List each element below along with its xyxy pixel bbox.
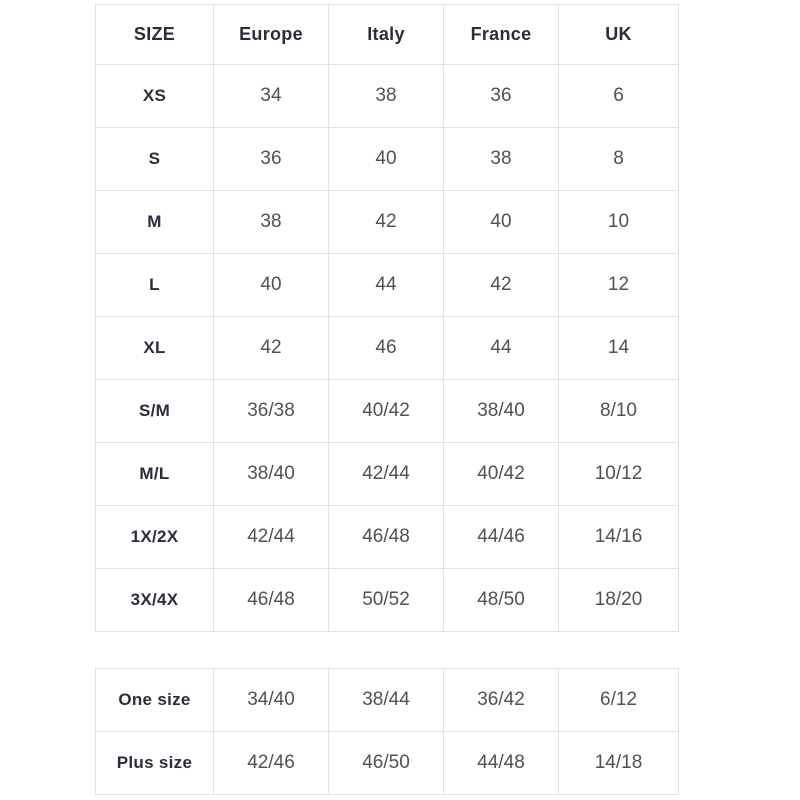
cell-italy: 46/48 [329, 506, 444, 569]
row-label: S/M [96, 380, 214, 443]
cell-uk: 12 [559, 254, 679, 317]
cell-italy: 46/50 [329, 732, 444, 795]
cell-europe: 42 [214, 317, 329, 380]
row-label: XS [96, 65, 214, 128]
table-row-1x2x [96, 506, 679, 569]
row-label: S [96, 128, 214, 191]
row-label: 3X/4X [96, 569, 214, 632]
row-label: Plus size [96, 732, 214, 795]
size-conversion-table [95, 4, 679, 632]
cell-europe: 38 [214, 191, 329, 254]
table-header-row [96, 5, 679, 65]
row-label: L [96, 254, 214, 317]
col-header-italy: Italy [329, 5, 444, 65]
cell-france: 36/42 [444, 669, 559, 732]
cell-europe: 36/38 [214, 380, 329, 443]
table-row-ml [96, 443, 679, 506]
cell-europe: 42/44 [214, 506, 329, 569]
table-row-xs [96, 65, 679, 128]
cell-europe: 36 [214, 128, 329, 191]
cell-italy: 42/44 [329, 443, 444, 506]
col-header-europe: Europe [214, 5, 329, 65]
table-row-m [96, 191, 679, 254]
cell-france: 40 [444, 191, 559, 254]
cell-uk: 10/12 [559, 443, 679, 506]
cell-italy: 38 [329, 65, 444, 128]
row-label: M/L [96, 443, 214, 506]
table-row-xl [96, 317, 679, 380]
row-label: One size [96, 669, 214, 732]
special-sizes-table [95, 668, 679, 795]
cell-uk: 14/16 [559, 506, 679, 569]
cell-italy: 44 [329, 254, 444, 317]
cell-uk: 14/18 [559, 732, 679, 795]
cell-italy: 38/44 [329, 669, 444, 732]
row-label: M [96, 191, 214, 254]
cell-france: 48/50 [444, 569, 559, 632]
cell-uk: 8 [559, 128, 679, 191]
cell-italy: 40/42 [329, 380, 444, 443]
col-header-uk: UK [559, 5, 679, 65]
table-row-l [96, 254, 679, 317]
cell-italy: 40 [329, 128, 444, 191]
cell-uk: 6/12 [559, 669, 679, 732]
cell-europe: 38/40 [214, 443, 329, 506]
col-header-france: France [444, 5, 559, 65]
cell-france: 38/40 [444, 380, 559, 443]
cell-france: 38 [444, 128, 559, 191]
table-row-plus-size [96, 732, 679, 795]
cell-italy: 42 [329, 191, 444, 254]
cell-france: 44 [444, 317, 559, 380]
table-row-3x4x [96, 569, 679, 632]
cell-france: 42 [444, 254, 559, 317]
cell-italy: 46 [329, 317, 444, 380]
cell-europe: 42/46 [214, 732, 329, 795]
cell-uk: 8/10 [559, 380, 679, 443]
col-header-size: SIZE [96, 5, 214, 65]
cell-europe: 46/48 [214, 569, 329, 632]
row-label: XL [96, 317, 214, 380]
cell-france: 40/42 [444, 443, 559, 506]
cell-france: 36 [444, 65, 559, 128]
cell-uk: 14 [559, 317, 679, 380]
row-label: 1X/2X [96, 506, 214, 569]
cell-uk: 10 [559, 191, 679, 254]
cell-europe: 34 [214, 65, 329, 128]
cell-france: 44/46 [444, 506, 559, 569]
cell-france: 44/48 [444, 732, 559, 795]
cell-italy: 50/52 [329, 569, 444, 632]
cell-europe: 34/40 [214, 669, 329, 732]
cell-uk: 18/20 [559, 569, 679, 632]
cell-uk: 6 [559, 65, 679, 128]
table-row-s [96, 128, 679, 191]
cell-europe: 40 [214, 254, 329, 317]
table-row-sm [96, 380, 679, 443]
table-row-one-size [96, 669, 679, 732]
